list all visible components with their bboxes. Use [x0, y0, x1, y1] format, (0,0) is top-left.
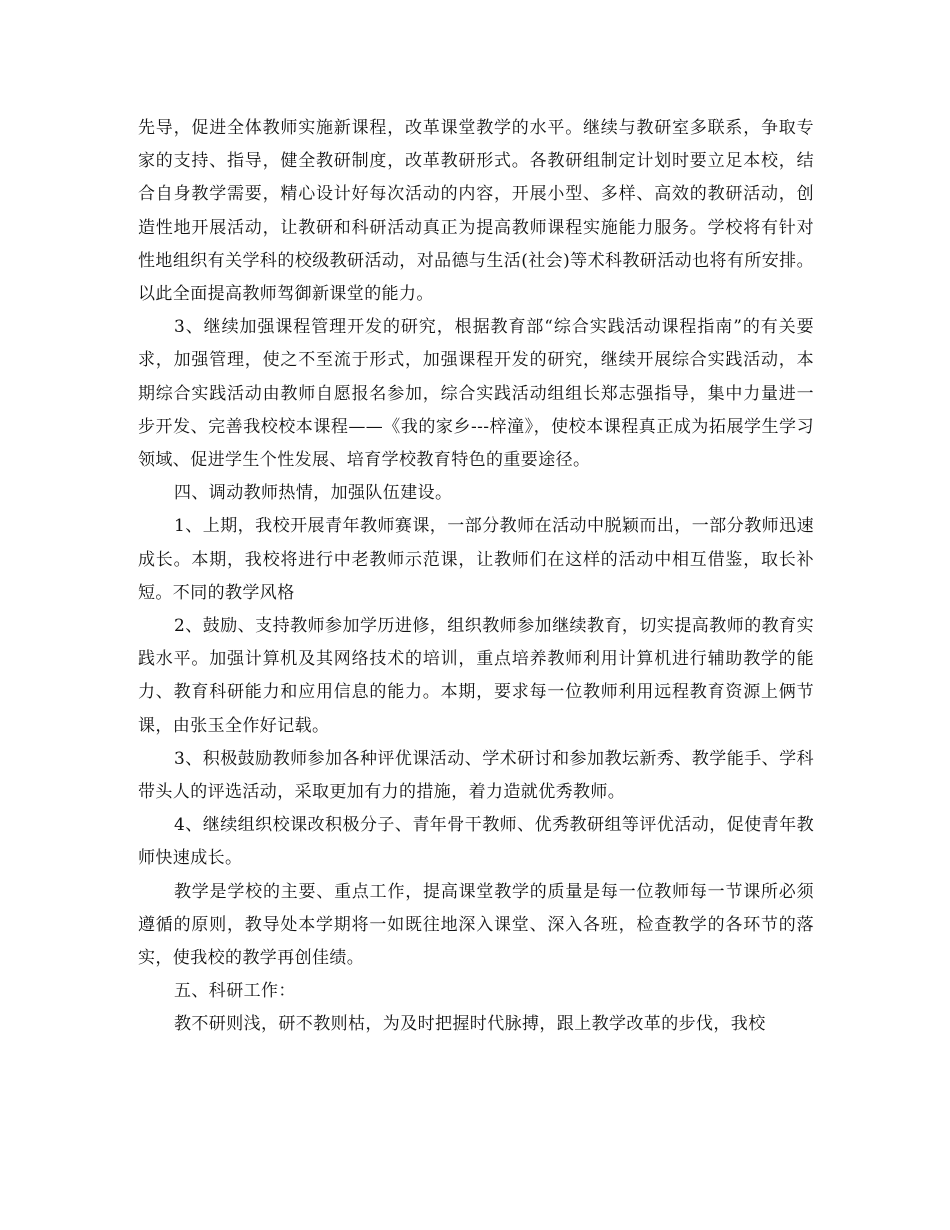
document-body — [138, 112, 814, 1042]
paragraph-7: 4、继续组织校课改积极分子、青年骨干教师、优秀教研组等评优活动，促使青年教师快速成长。 — [138, 815, 814, 869]
paragraph-8: 教学是学校的主要、重点工作，提高课堂教学的质量是每一位教师每一节课所必须遵循的原则，教导处本学期将一如既往地深入课堂、深入各班，检查教学的各环节的落实，使我校的教学再创佳绩。 — [138, 881, 814, 969]
paragraph-10: 教不研则浅，研不教则枯，为及时把握时代脉搏，跟上教学改革的步伐，我校 — [174, 1014, 766, 1035]
paragraph-1: 先导，促进全体教师实施新课程，改革课堂教学的水平。继续与教研室多联系，争取专家的支持、指导，健全教研制度，改革教研形式。各教研组制定计划时要立足本校，结合自身教学需要，精心设计好每次活动的内容，开展小型、多样、高效的教研活动，创造性地开展活动，让教研和科研活动真正为提高教师课程实施能力服务。学校将有针对性地组织有关学科的校级教研活动，对品德与生活(社会)等术科教研活动也将有所安排。以此全面提高教师驾御新课堂的能力。 — [138, 118, 814, 305]
section-heading-5: 五、科研工作： — [174, 981, 296, 1002]
paragraph-2: 3、继续加强课程管理开发的研究，根据教育部“综合实践活动课程指南”的有关要求，加强管理，使之不至流于形式，加强课程开发的研究，继续开展综合实践活动，本期综合实践活动由教师自愿报名参加，综合实践活动组组长郑志强指导，集中力量进一步开发、完善我校校本课程——《我的家乡---梓潼》，使校本课程真正成为拓展学生学习领域、促进学生个性发展、培育学校教育特色的重要途径。 — [138, 317, 814, 471]
paragraph-5: 2、鼓励、支持教师参加学历进修，组织教师参加继续教育，切实提高教师的教育实践水平。加强计算机及其网络技术的培训，重点培养教师利用计算机进行辅助教学的能力、教育科研能力和应用信息的能力。本期，要求每一位教师利用远程教育资源上俩节课，由张玉全作好记载。 — [138, 616, 814, 736]
paragraph-6: 3、积极鼓励教师参加各种评优课活动、学术研讨和参加教坛新秀、教学能手、学科带头人的评选活动，采取更加有力的措施，着力造就优秀教师。 — [138, 748, 814, 803]
section-heading-4: 四、调动教师热情，加强队伍建设。 — [174, 483, 453, 504]
paragraph-4: 1、上期，我校开展青年教师赛课，一部分教师在活动中脱颖而出，一部分教师迅速成长。本期，我校将进行中老教师示范课，让教师们在这样的活动中相互借鉴，取长补短。不同的教学风格 — [138, 516, 814, 603]
